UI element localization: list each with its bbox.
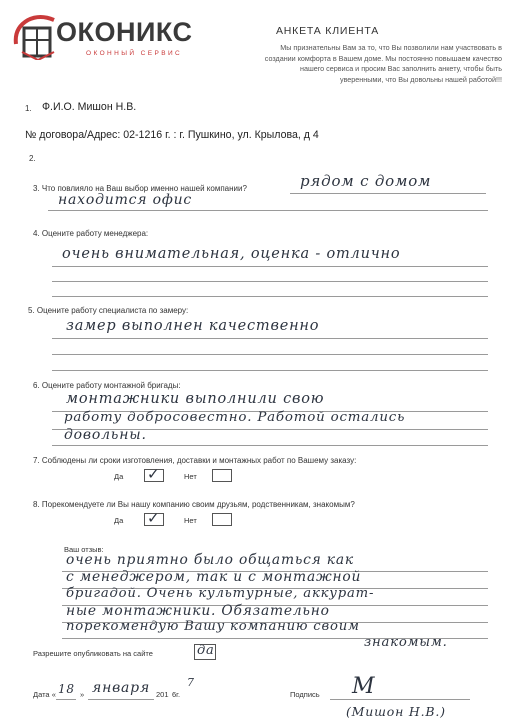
q1-fio-value: Ф.И.О. Мишон Н.В.: [42, 101, 137, 113]
publish-label: Разрешите опубликовать на сайте: [33, 649, 153, 658]
date-day: 18: [58, 682, 75, 696]
answer-line: [52, 370, 488, 371]
intro-text: [196, 43, 502, 85]
intro-line: Мы признательны Вам за то, что Вы позволили нам участвовать в: [280, 43, 502, 52]
q5-answer: замер выполнен качественно: [66, 318, 320, 334]
q6-answer-line3: довольны.: [64, 427, 147, 443]
answer-line: [48, 210, 488, 211]
q4-label: 4. Оцените работу менеджера:: [33, 229, 149, 238]
q1-number: 1.: [25, 104, 32, 113]
q7-label: 7. Соблюдены ли сроки изготовления, доставки и монтажных работ по Вашему заказу:: [33, 456, 357, 465]
feedback-line: ные монтажники. Обязательно: [66, 603, 330, 619]
answer-line: [52, 445, 488, 446]
q4-answer: очень внимательная, оценка - отлично: [62, 246, 401, 262]
feedback-line: бригадой. Очень культурные, аккурат-: [66, 586, 375, 601]
q8-no-checkbox[interactable]: [212, 513, 232, 526]
answer-line: [52, 354, 488, 355]
brand-subtitle: ОКОННЫЙ СЕРВИС: [86, 50, 183, 57]
q2-number: 2.: [29, 154, 36, 163]
form-title: АНКЕТА КЛИЕНТА: [276, 25, 380, 37]
q6-answer-line2: работу добросовестно. Работой остались: [64, 410, 406, 425]
q8-label: 8. Порекомендуете ли Вы нашу компанию своим друзьям, родственникам, знакомым?: [33, 500, 355, 509]
answer-line: [52, 266, 488, 267]
q3-answer-line2: находится офис: [58, 192, 193, 208]
feedback-line: порекомендую Вашу компанию своим: [66, 619, 360, 634]
q7-yes-checkmark-icon: ✓: [147, 465, 160, 483]
date-month-line: [88, 699, 154, 700]
date-month: января: [92, 680, 151, 696]
q8-no-label: Нет: [184, 516, 197, 525]
date-year-prefix: 201: [156, 690, 169, 699]
answer-line: [52, 338, 488, 339]
feedback-label: Ваш отзыв:: [64, 545, 104, 554]
q7-yes-label: Да: [114, 472, 124, 481]
q6-answer-line1: монтажники выполнили свою: [66, 391, 325, 407]
date-label: Дата «: [33, 690, 56, 699]
signature-line: [330, 699, 470, 700]
intro-line: уверенными, что Вы довольны нашей работой!!!: [339, 74, 502, 84]
q6-label: 6. Оцените работу монтажной бригады:: [33, 381, 181, 390]
q5-label: 5. Оцените работу специалиста по замеру:: [28, 306, 189, 315]
q3-answer-line1: рядом с домом: [300, 172, 432, 190]
date-separator: »: [80, 690, 85, 699]
signature-label: Подпись: [290, 690, 320, 699]
q8-yes-checkmark-icon: ✓: [147, 509, 160, 527]
date-day-line: [56, 699, 76, 700]
answer-line: [290, 193, 486, 194]
q8-yes-label: Да: [114, 516, 124, 525]
signature-mark: М: [352, 674, 376, 699]
feedback-line: очень приятно было общаться как: [66, 552, 354, 568]
answer-line: [52, 281, 488, 282]
contract-address: № договора/Адрес: 02-1216 г. : г. Пушкино, ул. Крылова, д 4: [25, 129, 319, 141]
answer-line: [52, 296, 488, 297]
date-year-suffix: 6г.: [172, 690, 181, 699]
date-year-handwritten: 7: [187, 676, 195, 689]
feedback-line: с менеджером, так и с монтажной: [66, 569, 362, 585]
signature-name: (Мишон Н.В.): [346, 704, 446, 719]
q7-no-checkbox[interactable]: [212, 469, 232, 482]
q7-no-label: Нет: [184, 472, 197, 481]
brand-name: ОКОНИКС: [56, 17, 193, 47]
intro-line: создании комфорта в Вашем доме. Мы постоянно повышаем качество: [264, 53, 502, 63]
intro-line: нашего сервиса и просим Вас заполнить анкету, чтобы быть: [299, 64, 502, 73]
q3-label: 3. Что повлияло на Ваш выбор именно нашей компании?: [33, 184, 247, 193]
feedback-line: знакомым.: [364, 635, 448, 650]
publish-answer: да: [197, 643, 215, 658]
